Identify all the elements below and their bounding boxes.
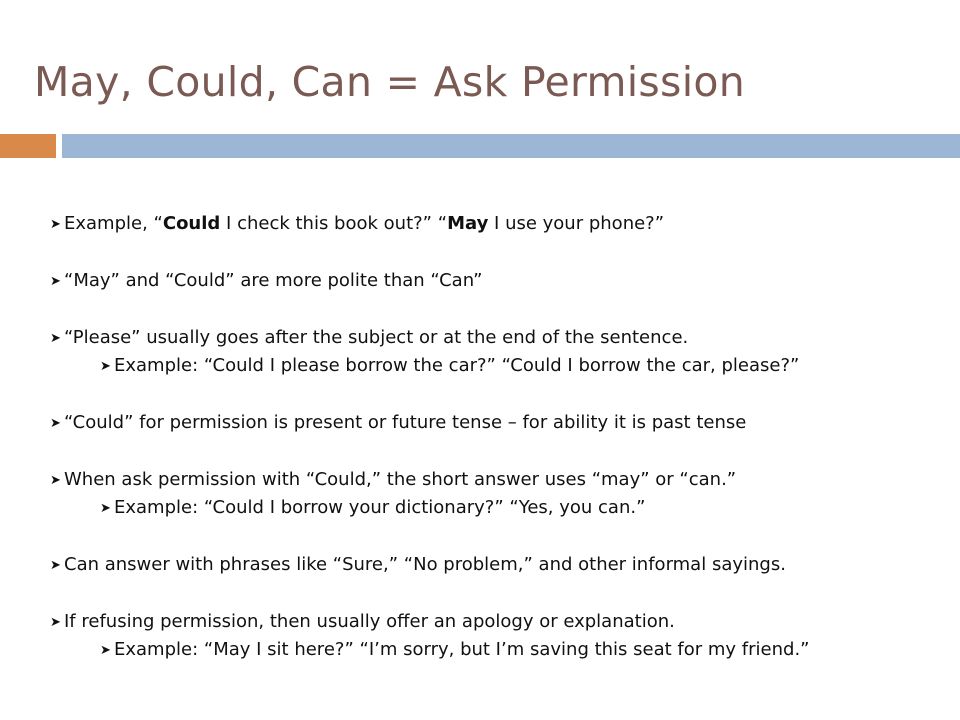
- arrow-bullet-icon: ➤: [50, 558, 61, 573]
- arrow-bullet-icon: ➤: [50, 473, 61, 488]
- sub-bullet-item: ➤ Example: “Could I borrow your dictionary?” “Yes, you can.”: [50, 494, 950, 522]
- arrow-bullet-icon: ➤: [100, 359, 111, 374]
- arrow-bullet-icon: ➤: [50, 615, 61, 630]
- arrow-bullet-icon: ➤: [50, 274, 61, 289]
- bullet-item: ➤ When ask permission with “Could,” the short answer uses “may” or “can.”: [50, 466, 950, 494]
- bullet-item: ➤ “Could” for permission is present or future tense – for ability it is past tense: [50, 409, 950, 437]
- bullet-item: ➤ “Please” usually goes after the subject or at the end of the sentence.: [50, 324, 950, 352]
- sub-bullet-item: ➤ Example: “Could I please borrow the car?” “Could I borrow the car, please?”: [50, 352, 950, 380]
- arrow-bullet-icon: ➤: [50, 331, 61, 346]
- bullet-list: [50, 210, 950, 664]
- bullet-item: ➤ If refusing permission, then usually offer an apology or explanation.: [50, 608, 950, 636]
- bullet-item: ➤ “May” and “Could” are more polite than “Can”: [50, 267, 950, 295]
- accent-bar-orange: [0, 134, 56, 158]
- slide-title: May, Could, Can = Ask Permission: [34, 58, 746, 106]
- arrow-bullet-icon: ➤: [100, 501, 111, 516]
- arrow-bullet-icon: ➤: [50, 416, 61, 431]
- bullet-item: ➤ Example, “Could I check this book out?” “May I use your phone?”: [50, 210, 950, 238]
- sub-bullet-item: ➤ Example: “May I sit here?” “I’m sorry, but I’m saving this seat for my friend.”: [50, 636, 950, 664]
- arrow-bullet-icon: ➤: [50, 217, 61, 232]
- arrow-bullet-icon: ➤: [100, 643, 111, 658]
- bullet-item: ➤ Can answer with phrases like “Sure,” “No problem,” and other informal sayings.: [50, 551, 950, 579]
- accent-bar-blue: [62, 134, 960, 158]
